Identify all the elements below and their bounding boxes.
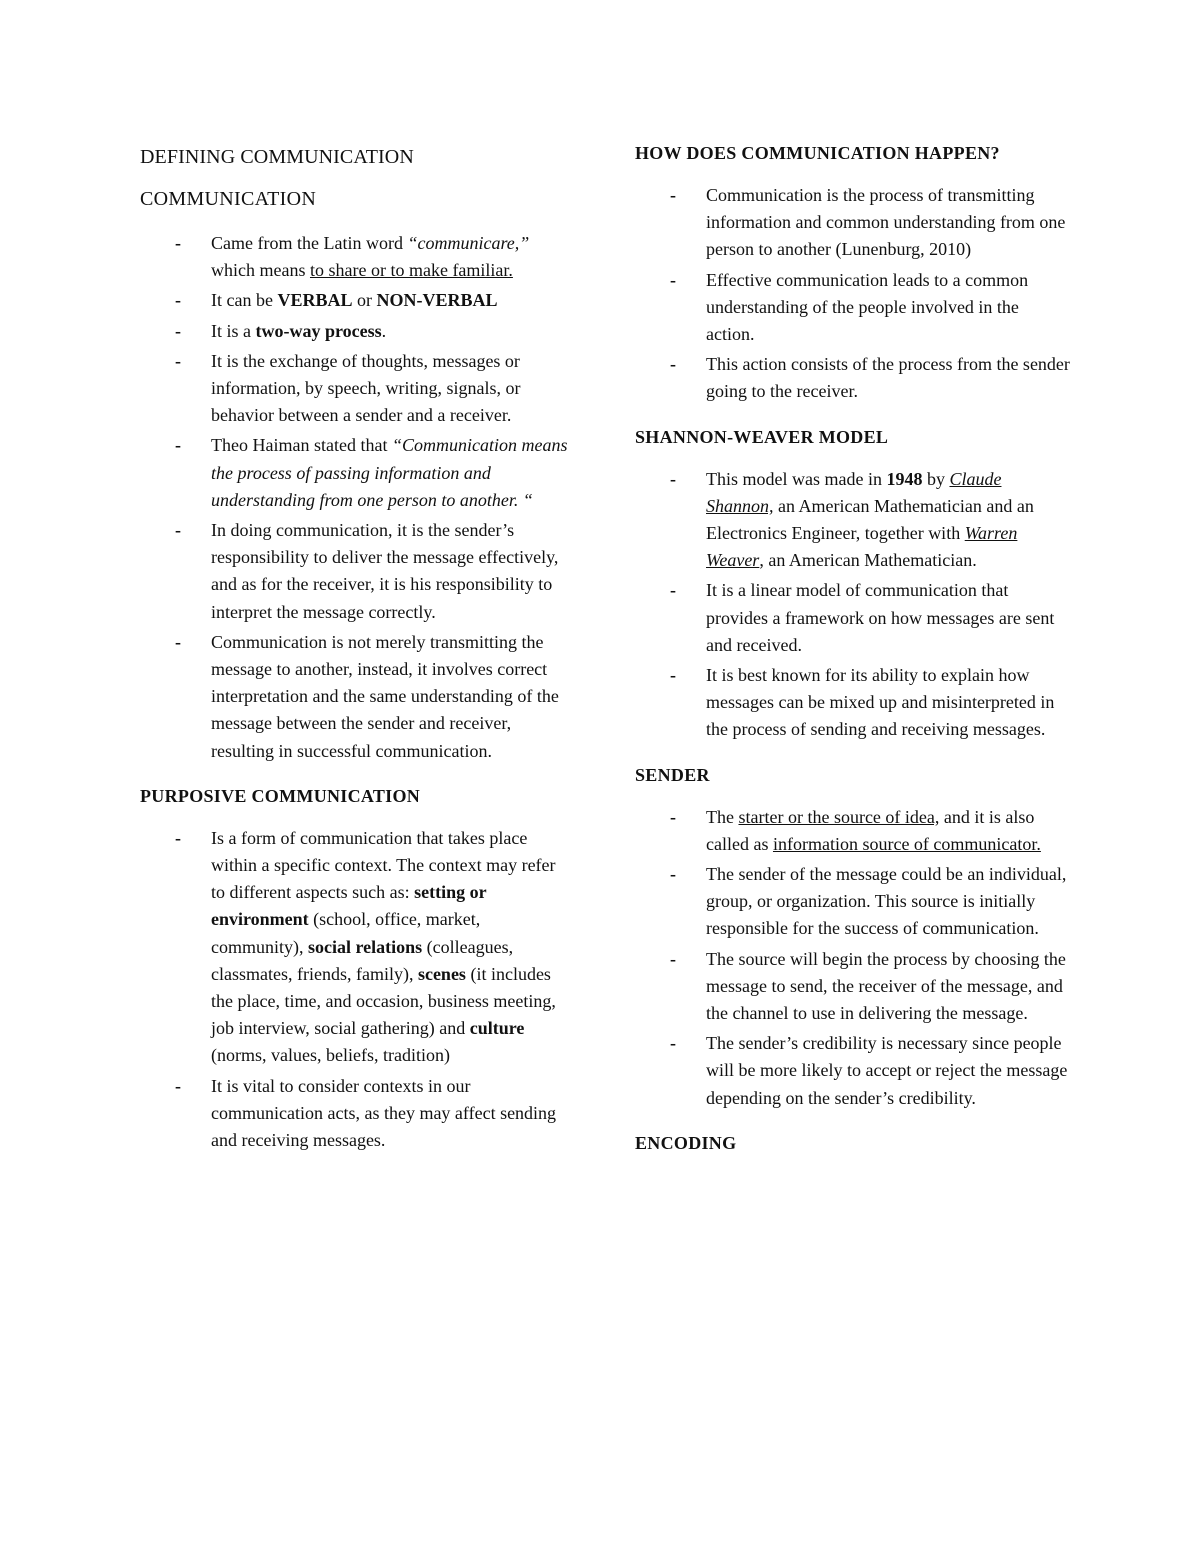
bullet-item: - Communication is the process of transmitting information and common understanding from one person to another (Lunenburg, 2010) (635, 182, 1070, 264)
bullet-item: - The source will begin the process by choosing the message to send, the receiver of the message, and the channel to use in delivering the message. (635, 946, 1070, 1028)
bullet-item: - Theo Haiman stated that “Communication means the process of passing information and understanding from one person to another. “ (140, 432, 570, 514)
section-heading-how-communication-happens: HOW DOES COMMUNICATION HAPPEN? (635, 143, 1000, 163)
bullet-item: - The sender of the message could be an individual, group, or organization. This source is initially responsible for the success of communication. (635, 861, 1070, 943)
bullet-item: - Is a form of communication that takes place within a specific context. The context may refer to different aspects such as: setting or environment (school, office, market, community), social relations (colleagues, classmates, friends, family), scenes (it includes the place, time, and occasion, business meeting, job interview, social gathering) and culture (norms, values, beliefs, tradition) (140, 825, 570, 1070)
bullet-item: - It is best known for its ability to explain how messages can be mixed up and misinterpreted in the process of sending and receiving messages. (635, 662, 1070, 744)
section-heading-shannon-weaver-model: SHANNON-WEAVER MODEL (635, 426, 889, 447)
shannon-weaver-bullet-list (635, 466, 1070, 744)
sender-bullet-list (635, 804, 1070, 1112)
bullet-item: - It is the exchange of thoughts, messages or information, by speech, writing, signals, or behavior between a sender and a receiver. (140, 348, 570, 430)
bullet-item: - The starter or the source of idea, and it is also called as information source of communicator. (635, 804, 1070, 858)
bullet-item: - It is a linear model of communication that provides a framework on how messages are sent and received. (635, 577, 1070, 659)
bullet-item: - In doing communication, it is the sender’s responsibility to deliver the message effectively, and as for the receiver, it is his responsibility to interpret the message correctly. (140, 517, 570, 626)
bullet-item: - This action consists of the process from the sender going to the receiver. (635, 351, 1070, 405)
bullet-item: - This model was made in 1948 by Claude Shannon, an American Mathematician and an Electronics Engineer, together with Warren Weaver, an American Mathematician. (635, 466, 1070, 575)
bullet-item: - It can be VERBAL or NON-VERBAL (140, 287, 570, 314)
bullet-item: - It is a two-way process. (140, 318, 570, 345)
section-heading-communication: COMMUNICATION (140, 188, 317, 210)
bullet-item: - Communication is not merely transmitting the message to another, instead, it involves correct interpretation and the same understanding of the message between the sender and receiver, resulting in successful communication. (140, 629, 570, 765)
bullet-item: - It is vital to consider contexts in our communication acts, as they may affect sending and receiving messages. (140, 1073, 570, 1155)
bullet-item: - The sender’s credibility is necessary since people will be more likely to accept or reject the message depending on the sender’s credibility. (635, 1030, 1070, 1112)
section-heading-sender: SENDER (635, 764, 710, 785)
how-communication-bullet-list (635, 182, 1070, 406)
purposive-bullet-list (140, 825, 570, 1154)
right-column (635, 140, 1070, 1172)
communication-bullet-list (140, 230, 570, 765)
bullet-item: - Effective communication leads to a common understanding of the people involved in the action. (635, 267, 1070, 349)
document-title: DEFINING COMMUNICATION (140, 146, 414, 168)
left-column (140, 140, 570, 1172)
section-heading-encoding: ENCODING (635, 1132, 737, 1153)
bullet-item: - Came from the Latin word “communicare,” which means to share or to make familiar. (140, 230, 570, 284)
section-heading-purposive-communication: PURPOSIVE COMMUNICATION (140, 785, 421, 806)
